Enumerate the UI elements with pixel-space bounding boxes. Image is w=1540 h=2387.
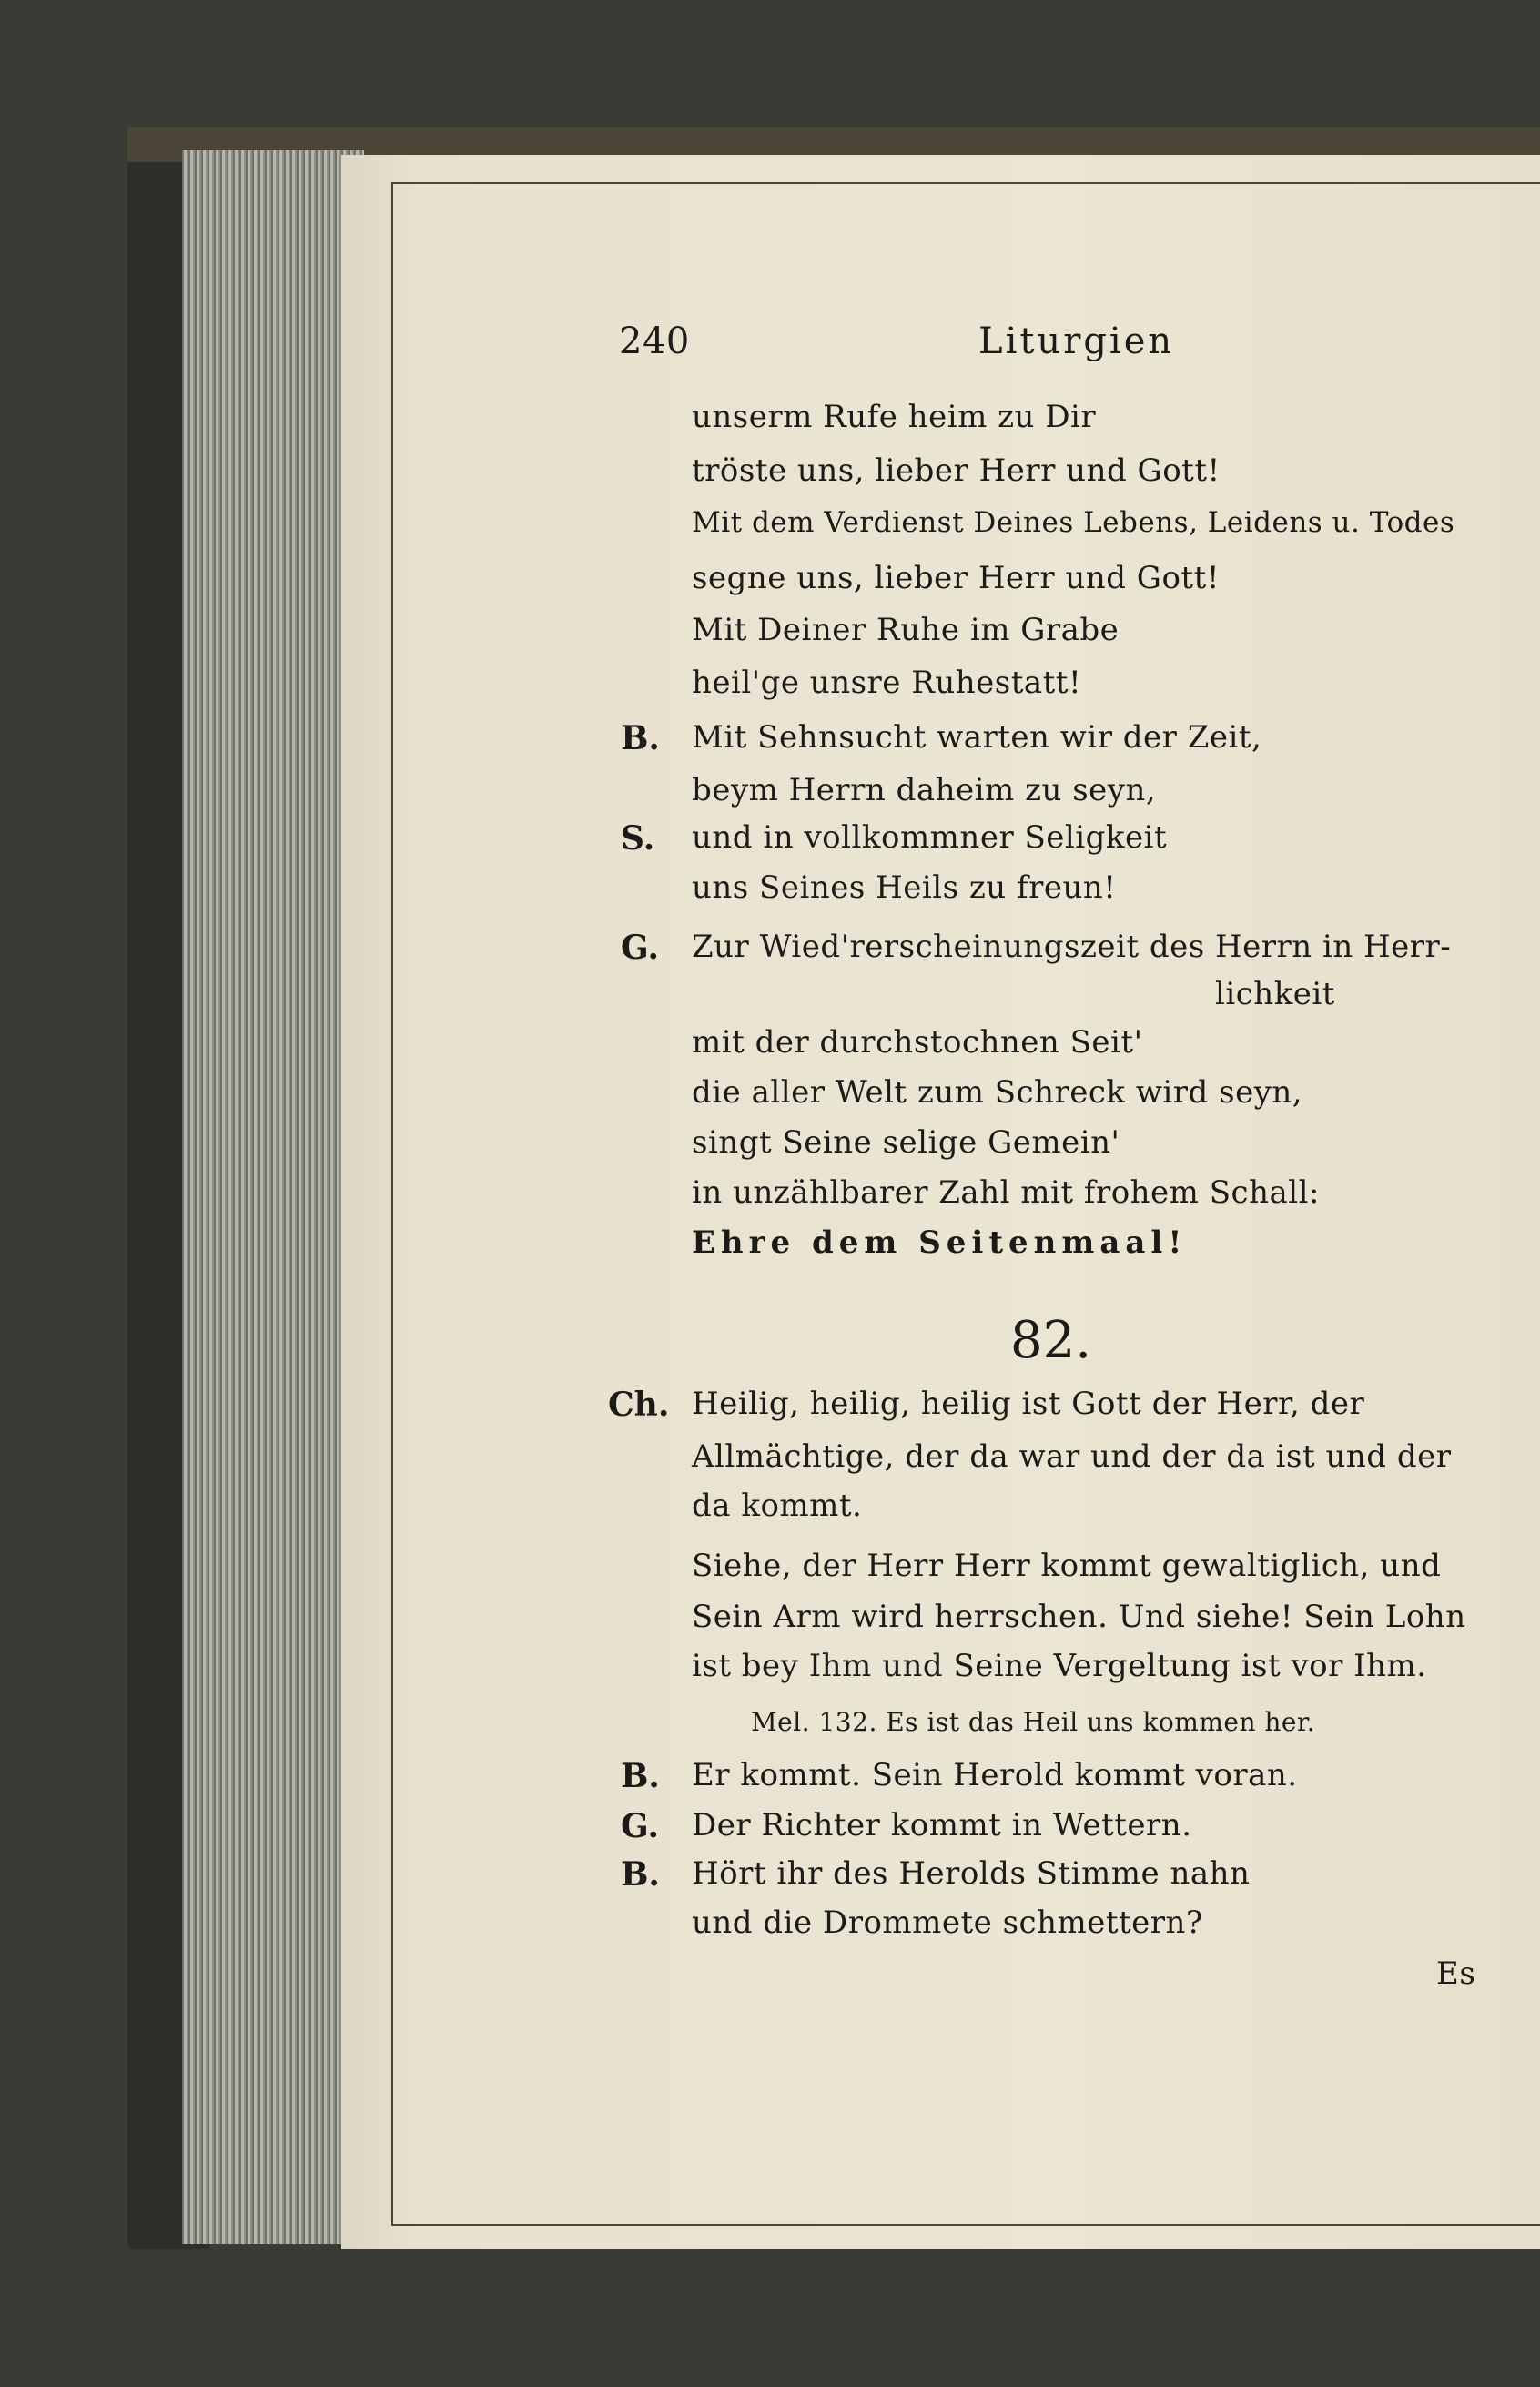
text-line: tröste uns, lieber Herr und Gott! (692, 452, 1221, 489)
text-line: Zur Wied'rerscheinungszeit des Herrn in Herr- (692, 929, 1452, 965)
text-line: und in vollkommner Seligkeit (692, 819, 1168, 856)
speaker-prefix: S. (621, 819, 655, 858)
text-line: in unzählbarer Zahl mit frohem Schall: (692, 1174, 1320, 1211)
text-line: Hört ihr des Herolds Stimme nahn (692, 1855, 1251, 1892)
speaker-prefix: Ch. (608, 1386, 670, 1424)
catchword: Es (1436, 1955, 1476, 1992)
text-line: mit der durchstochnen Seit' (692, 1024, 1143, 1061)
text-line: Er kommt. Sein Herold kommt voran. (692, 1757, 1298, 1793)
speaker-prefix: G. (621, 929, 659, 967)
text-line: Mit Sehnsucht warten wir der Zeit, (692, 719, 1262, 756)
speaker-prefix: B. (621, 1855, 660, 1894)
text-line: heil'ge unsre Ruhestatt! (692, 665, 1082, 701)
text-line: lichkeit (1215, 976, 1335, 1012)
page-number: 240 (619, 320, 690, 362)
page-edges (182, 150, 364, 2244)
text-line: ist bey Ihm und Seine Vergeltung ist vor Ihm. (692, 1648, 1427, 1684)
text-line: Der Richter kommt in Wettern. (692, 1807, 1192, 1844)
speaker-prefix: G. (621, 1807, 659, 1845)
text-line-spaced: Ehre dem Seitenmaal! (692, 1224, 1188, 1261)
text-line: beym Herrn daheim zu seyn, (692, 772, 1157, 808)
text-line: Heilig, heilig, heilig ist Gott der Herr, der (692, 1386, 1365, 1422)
text-line: Siehe, der Herr Herr kommt gewaltiglich, und (692, 1548, 1442, 1584)
text-line: Mit Deiner Ruhe im Grabe (692, 612, 1120, 648)
text-line: da kommt. (692, 1488, 863, 1524)
text-line: uns Seines Heils zu freun! (692, 869, 1117, 906)
text-line: singt Seine selige Gemein' (692, 1124, 1120, 1161)
text-line: und die Drommete schmettern? (692, 1905, 1203, 1941)
text-line: Sein Arm wird herrschen. Und siehe! Sein Lohn (692, 1599, 1466, 1635)
running-title: Liturgien (978, 320, 1175, 362)
speaker-prefix: B. (621, 719, 660, 757)
text-line: segne uns, lieber Herr und Gott! (692, 560, 1220, 596)
text-line: Allmächtige, der da war und der da ist und der (692, 1438, 1452, 1475)
melody-reference: Mel. 132. Es ist das Heil uns kommen her. (751, 1707, 1316, 1737)
hymn-number: 82. (1010, 1311, 1092, 1370)
text-line: die aller Welt zum Schreck wird seyn, (692, 1074, 1303, 1111)
text-line: Mit dem Verdienst Deines Lebens, Leidens u. Todes (692, 506, 1455, 539)
speaker-prefix: B. (621, 1757, 660, 1795)
text-line: unserm Rufe heim zu Dir (692, 399, 1097, 435)
